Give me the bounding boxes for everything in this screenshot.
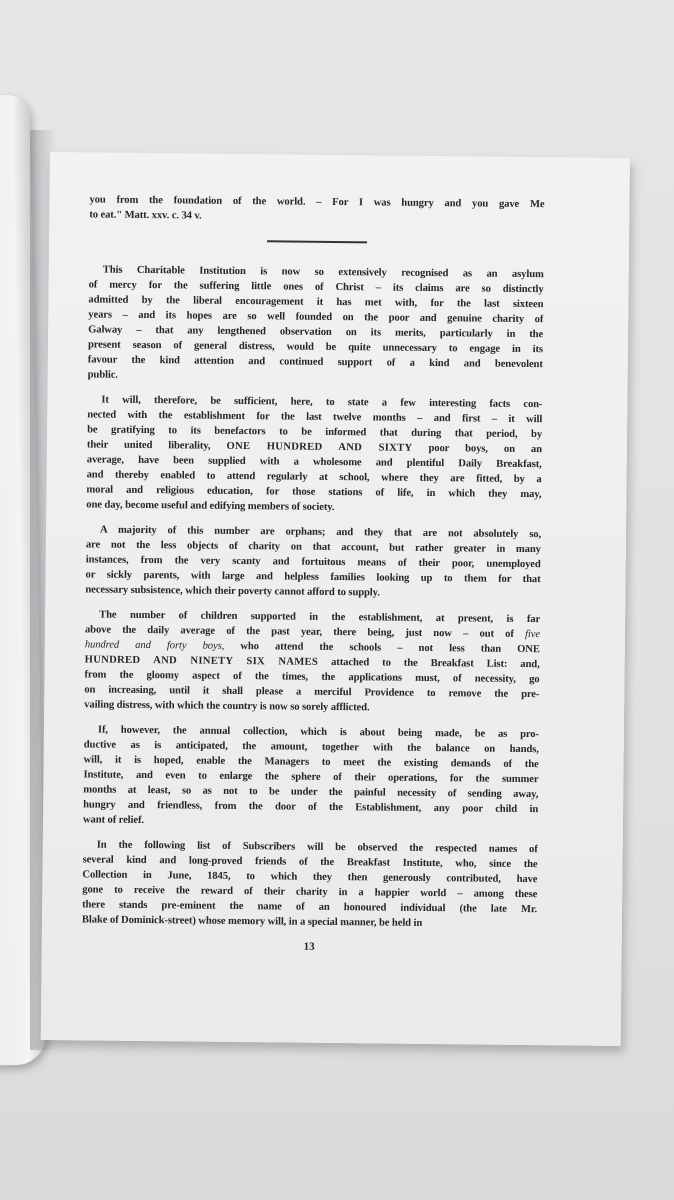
paragraph	[85, 522, 541, 602]
text-line: years – and its hopes are so well founded on the poor and genuine charity of	[88, 309, 544, 326]
text-line: nected with the establishment for the last twelve months – and first – it will	[87, 409, 543, 426]
text-line: will, it is hoped, enable the Managers to meet the existing demands of the	[83, 754, 539, 771]
text-line: instances, from the very scanty and fortuitous means of their poor, unemployed	[85, 554, 541, 571]
text-line: on increasing, until it shall please a merciful Providence to remove the pre-	[84, 684, 540, 701]
text-line: If, however, the annual collection, which is about being made, be as pro-	[97, 724, 539, 741]
text-line: present season of general distress, would be quite unnecessary to engage in its	[87, 339, 544, 356]
text-segment: poor boys, on an	[412, 442, 542, 456]
text-line: of mercy for the suffering little ones of Christ – its claims are so distinctly	[88, 279, 544, 296]
text-line: In the following list of Subscribers will be observed the respected names of	[96, 839, 538, 856]
text-line: be gratifying to its benefactors to be informed that during that period, by	[87, 424, 543, 441]
scripture-quote	[89, 192, 544, 227]
text-line: from the gloomy aspect of the times, the applications must, of necessity, go	[84, 669, 540, 686]
text-line: months at least, so as not to be under the painful necessity of sending away,	[83, 784, 539, 801]
text-line: public.	[87, 369, 118, 381]
paragraph	[88, 262, 544, 387]
text-line: one day, become useful and edifying members of society.	[86, 499, 335, 513]
emphasis-italic: five	[525, 629, 541, 641]
text-line: average, have been supplied with a wholesome and plentiful Daily Breakfast,	[86, 454, 542, 471]
text-column	[82, 192, 545, 957]
text-line: want of relief.	[82, 814, 145, 827]
text-segment: above the daily average of the past year, there being, just now – out of	[84, 624, 526, 641]
section-divider	[267, 240, 367, 243]
text-line: admitted by the liberal encouragement it has met with, for the last sixteen	[88, 294, 544, 311]
page-text	[82, 192, 545, 932]
page-number: 13	[303, 940, 315, 953]
text-line: A majority of this number are orphans; and they that are not absolutely so,	[99, 524, 542, 541]
paragraph	[84, 607, 540, 717]
text-segment: who attend the schools – not less than ONE	[224, 640, 540, 656]
text-line: are not the less objects of charity on that account, but rather greater in many	[85, 539, 541, 556]
text-line: moral and religious education, for those stations of life, in which they may,	[86, 484, 542, 501]
book-page	[41, 152, 630, 1046]
paragraph	[86, 392, 542, 517]
text-line: and thereby enabled to attend regularly at school, where they are fitted, by a	[86, 469, 542, 486]
text-line: The number of children supported in the establishment, at present, is far	[99, 609, 541, 626]
text-line: ductive as is anticipated, the amount, together with the balance on hands,	[83, 739, 539, 756]
paragraph	[83, 722, 539, 832]
emphasis-italic: hundred and forty boys,	[84, 639, 225, 652]
text-line: Collection in June, 1845, to which they then generously contributed, have	[82, 869, 538, 886]
text-line: there stands pre-eminent the name of an honoured individual (the late Mr.	[82, 899, 538, 916]
text-line: to eat." Matt. xxv. c. 34 v.	[89, 209, 202, 222]
text-line: favour the kind attention and continued support of a kind and benevolent	[87, 354, 543, 371]
text-line: gone to receive the reward of their charity in a happier world – among these	[82, 884, 538, 901]
emphasis-caps: ONE HUNDRED AND SIXTY	[226, 440, 413, 454]
text-segment: attached to the Breakfast List: and,	[318, 656, 540, 671]
text-line: This Charitable Institution is now so extensively recognised as an asylum	[102, 264, 544, 281]
text-line: vailing distress, with which the country is now so sorely afflicted.	[84, 699, 370, 714]
emphasis-caps: HUNDRED AND NINETY SIX NAMES	[84, 654, 319, 668]
text-line: you from the foundation of the world. – For I was hungry and you gave Me	[89, 194, 545, 211]
text-line: Institute, and even to enlarge the sphere of their operations, for the summer	[83, 769, 539, 786]
paragraph	[82, 837, 538, 932]
text-line: several kind and long-proved friends of the Breakfast Institute, who, since the	[82, 854, 538, 871]
text-line: Blake of Dominick-street) whose memory will, in a special manner, be held in	[81, 914, 423, 929]
text-line: or sickly parents, with large and helpless families looking up to them for that	[85, 569, 541, 586]
text-line: It will, therefore, be sufficient, here, to state a few interesting facts con-	[101, 394, 543, 411]
text-line: necessary subsistence, which their poverty cannot afford to supply.	[85, 584, 380, 599]
text-line: hungry and friendless, from the door of the Establishment, any poor child in	[83, 799, 539, 816]
text-segment: their united liberality,	[86, 439, 227, 452]
text-line: Galway – that any lengthened observation on its merits, particularly in the	[88, 324, 544, 341]
